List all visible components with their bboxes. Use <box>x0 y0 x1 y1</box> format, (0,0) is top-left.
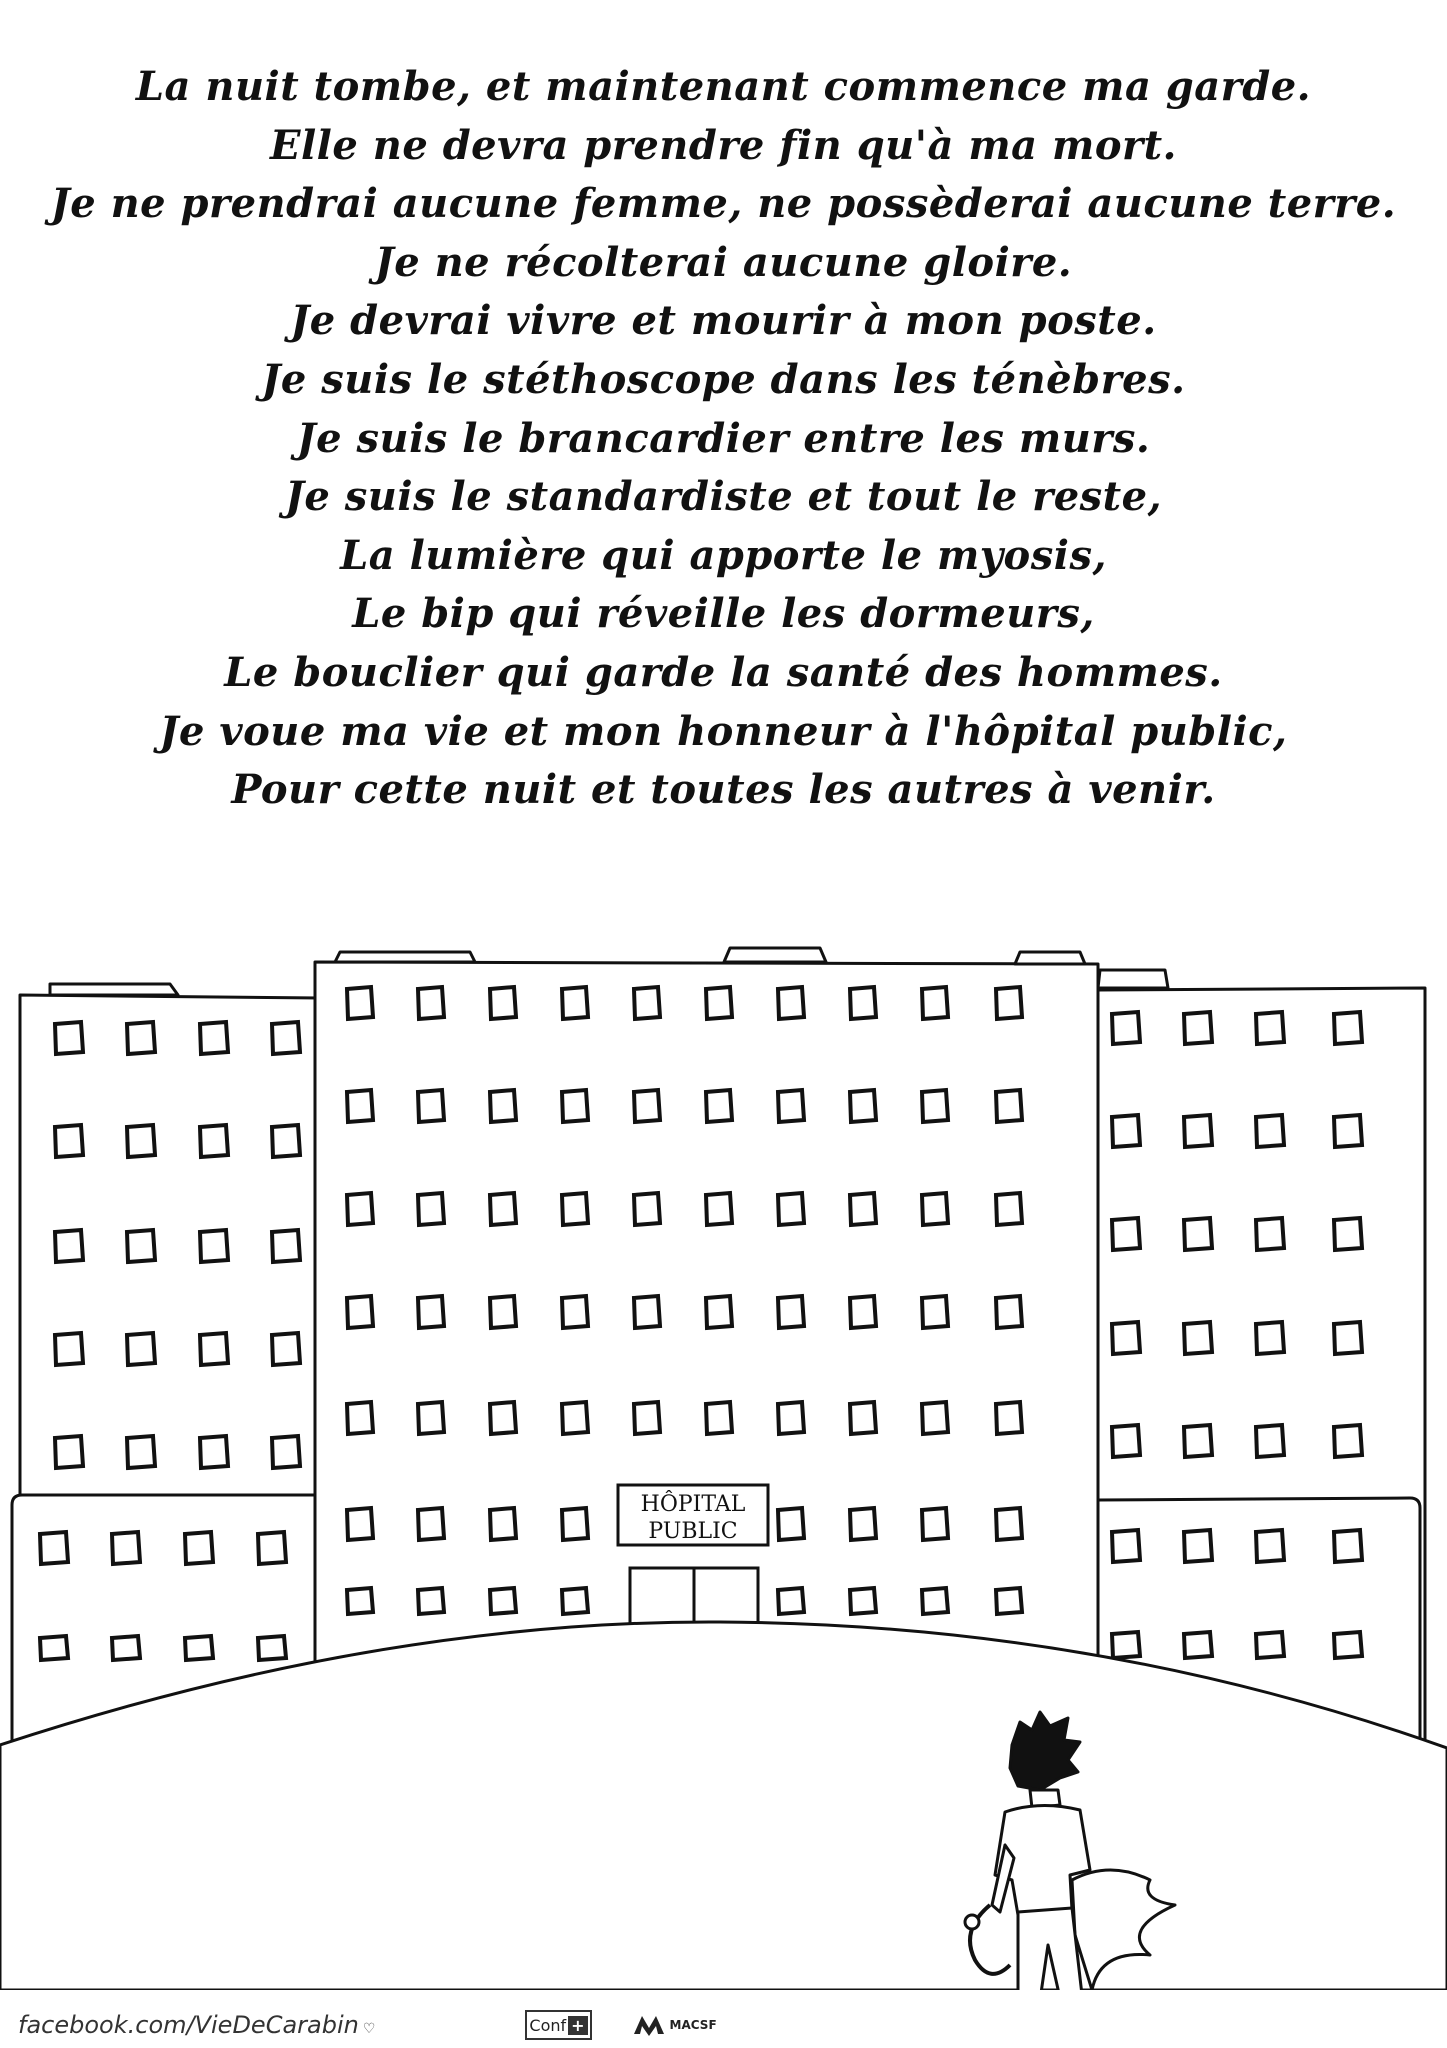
window <box>634 1193 660 1225</box>
window <box>778 1508 804 1540</box>
window <box>1184 1425 1212 1457</box>
poem-line: Elle ne devra prendre fin qu'à ma mort. <box>270 121 1177 169</box>
window <box>706 1193 732 1225</box>
window <box>922 987 948 1019</box>
window <box>127 1230 155 1262</box>
window <box>1112 1115 1140 1147</box>
window <box>1334 1425 1362 1457</box>
poem-line: La nuit tombe, et maintenant commence ma garde. <box>135 63 1312 110</box>
window <box>922 1588 948 1614</box>
window <box>347 1402 373 1434</box>
poem-line: Pour cette nuit et toutes les autres à venir. <box>231 766 1216 814</box>
window <box>490 1588 516 1614</box>
window <box>778 1296 804 1328</box>
window <box>1334 1115 1362 1147</box>
window <box>850 1508 876 1540</box>
window <box>922 1508 948 1540</box>
footer <box>18 2008 1418 2042</box>
window <box>1334 1530 1362 1562</box>
window <box>706 987 732 1019</box>
window <box>778 987 804 1019</box>
window <box>562 1090 588 1122</box>
window <box>562 1193 588 1225</box>
poem-line: Je ne prendrai aucune femme, ne possèderai aucune terre. <box>50 180 1397 228</box>
poem-line: Je suis le stéthoscope dans les ténèbres. <box>261 355 1186 403</box>
window <box>634 1090 660 1122</box>
window <box>1184 1115 1212 1147</box>
window <box>127 1022 155 1054</box>
window <box>347 1588 373 1614</box>
window <box>1334 1012 1362 1044</box>
window <box>490 1508 516 1540</box>
window <box>347 1090 373 1122</box>
conf-label: Conf <box>529 2015 567 2035</box>
poem <box>0 58 1447 820</box>
window <box>850 1090 876 1122</box>
window <box>200 1333 228 1365</box>
window <box>55 1436 83 1468</box>
window <box>40 1532 68 1564</box>
window <box>418 1588 444 1614</box>
window <box>922 1402 948 1434</box>
window <box>706 1090 732 1122</box>
conf-plus-logo <box>525 2010 591 2040</box>
facebook-text: facebook.com/VieDeCarabin <box>18 2011 359 2039</box>
window <box>562 1588 588 1614</box>
window <box>200 1125 228 1157</box>
window <box>634 1296 660 1328</box>
window <box>1112 1012 1140 1044</box>
window <box>1256 1218 1284 1250</box>
poem-line: Je suis le standardiste et tout le reste, <box>284 473 1163 521</box>
window <box>258 1636 286 1660</box>
window <box>418 1090 444 1122</box>
window <box>185 1636 213 1660</box>
window <box>418 987 444 1019</box>
sign-line-1: HÔPITAL <box>640 1492 746 1517</box>
window <box>850 1296 876 1328</box>
window <box>55 1333 83 1365</box>
window <box>1112 1322 1140 1354</box>
window <box>1112 1218 1140 1250</box>
poem-line: Le bip qui réveille les dormeurs, <box>352 590 1095 638</box>
window <box>1112 1530 1140 1562</box>
window <box>418 1193 444 1225</box>
window <box>562 987 588 1019</box>
window <box>490 1402 516 1434</box>
sign-line-2: PUBLIC <box>648 1519 738 1544</box>
window <box>1256 1530 1284 1562</box>
facebook-link[interactable] <box>18 2011 375 2039</box>
window <box>418 1296 444 1328</box>
window <box>347 1508 373 1540</box>
window <box>778 1090 804 1122</box>
poem-line: Je ne récolterai aucune gloire. <box>374 238 1073 286</box>
window <box>55 1125 83 1157</box>
window <box>1256 1115 1284 1147</box>
window <box>200 1022 228 1054</box>
window <box>996 1588 1022 1614</box>
window <box>1256 1425 1284 1457</box>
window <box>850 1193 876 1225</box>
window <box>1184 1322 1212 1354</box>
window <box>634 1402 660 1434</box>
window <box>272 1436 300 1468</box>
window <box>562 1296 588 1328</box>
window <box>258 1532 286 1564</box>
window <box>996 1193 1022 1225</box>
window <box>996 1508 1022 1540</box>
hospital-illustration <box>0 940 1447 1990</box>
window <box>347 1296 373 1328</box>
window <box>127 1333 155 1365</box>
window <box>490 1193 516 1225</box>
poem-line: Je voue ma vie et mon honneur à l'hôpital public, <box>159 707 1288 755</box>
window <box>706 1402 732 1434</box>
poem-line: Je suis le brancardier entre les murs. <box>296 414 1151 462</box>
window <box>996 1402 1022 1434</box>
window <box>996 987 1022 1019</box>
window <box>922 1193 948 1225</box>
macsf-logo <box>632 2014 717 2036</box>
window <box>1334 1218 1362 1250</box>
window <box>127 1436 155 1468</box>
hospital-sign <box>618 1485 768 1545</box>
window <box>1256 1322 1284 1354</box>
window <box>272 1230 300 1262</box>
window <box>127 1125 155 1157</box>
window <box>1184 1218 1212 1250</box>
window <box>490 987 516 1019</box>
window <box>200 1436 228 1468</box>
window <box>922 1296 948 1328</box>
window <box>634 987 660 1019</box>
macsf-label: MACSF <box>669 2018 717 2032</box>
window <box>1112 1632 1140 1658</box>
macsf-icon <box>632 2014 666 2036</box>
window <box>1256 1012 1284 1044</box>
window <box>347 1193 373 1225</box>
window <box>562 1402 588 1434</box>
window <box>490 1296 516 1328</box>
window <box>185 1532 213 1564</box>
window <box>1334 1632 1362 1658</box>
window <box>706 1296 732 1328</box>
window <box>490 1090 516 1122</box>
window <box>200 1230 228 1262</box>
window <box>40 1636 68 1660</box>
heart-icon: ♡ <box>362 2021 376 2037</box>
window <box>850 1588 876 1614</box>
window <box>1184 1530 1212 1562</box>
window <box>778 1402 804 1434</box>
window <box>850 1402 876 1434</box>
window <box>1184 1012 1212 1044</box>
window <box>922 1090 948 1122</box>
conf-plus: + <box>568 2016 587 2035</box>
window <box>418 1402 444 1434</box>
poem-line: Le bouclier qui garde la santé des hommes. <box>224 648 1223 696</box>
window <box>996 1296 1022 1328</box>
window <box>55 1230 83 1262</box>
window <box>272 1333 300 1365</box>
window <box>272 1125 300 1157</box>
window <box>55 1022 83 1054</box>
window <box>778 1588 804 1614</box>
window <box>1256 1632 1284 1658</box>
window <box>418 1508 444 1540</box>
window <box>347 987 373 1019</box>
window <box>850 987 876 1019</box>
window <box>1334 1322 1362 1354</box>
window <box>1184 1632 1212 1658</box>
window <box>112 1532 140 1564</box>
window <box>778 1193 804 1225</box>
poem-line: La lumière qui apporte le myosis, <box>340 531 1107 579</box>
window <box>996 1090 1022 1122</box>
window <box>272 1022 300 1054</box>
window <box>112 1636 140 1660</box>
window <box>1112 1425 1140 1457</box>
window <box>562 1508 588 1540</box>
poem-line: Je devrai vivre et mourir à mon poste. <box>290 297 1157 345</box>
